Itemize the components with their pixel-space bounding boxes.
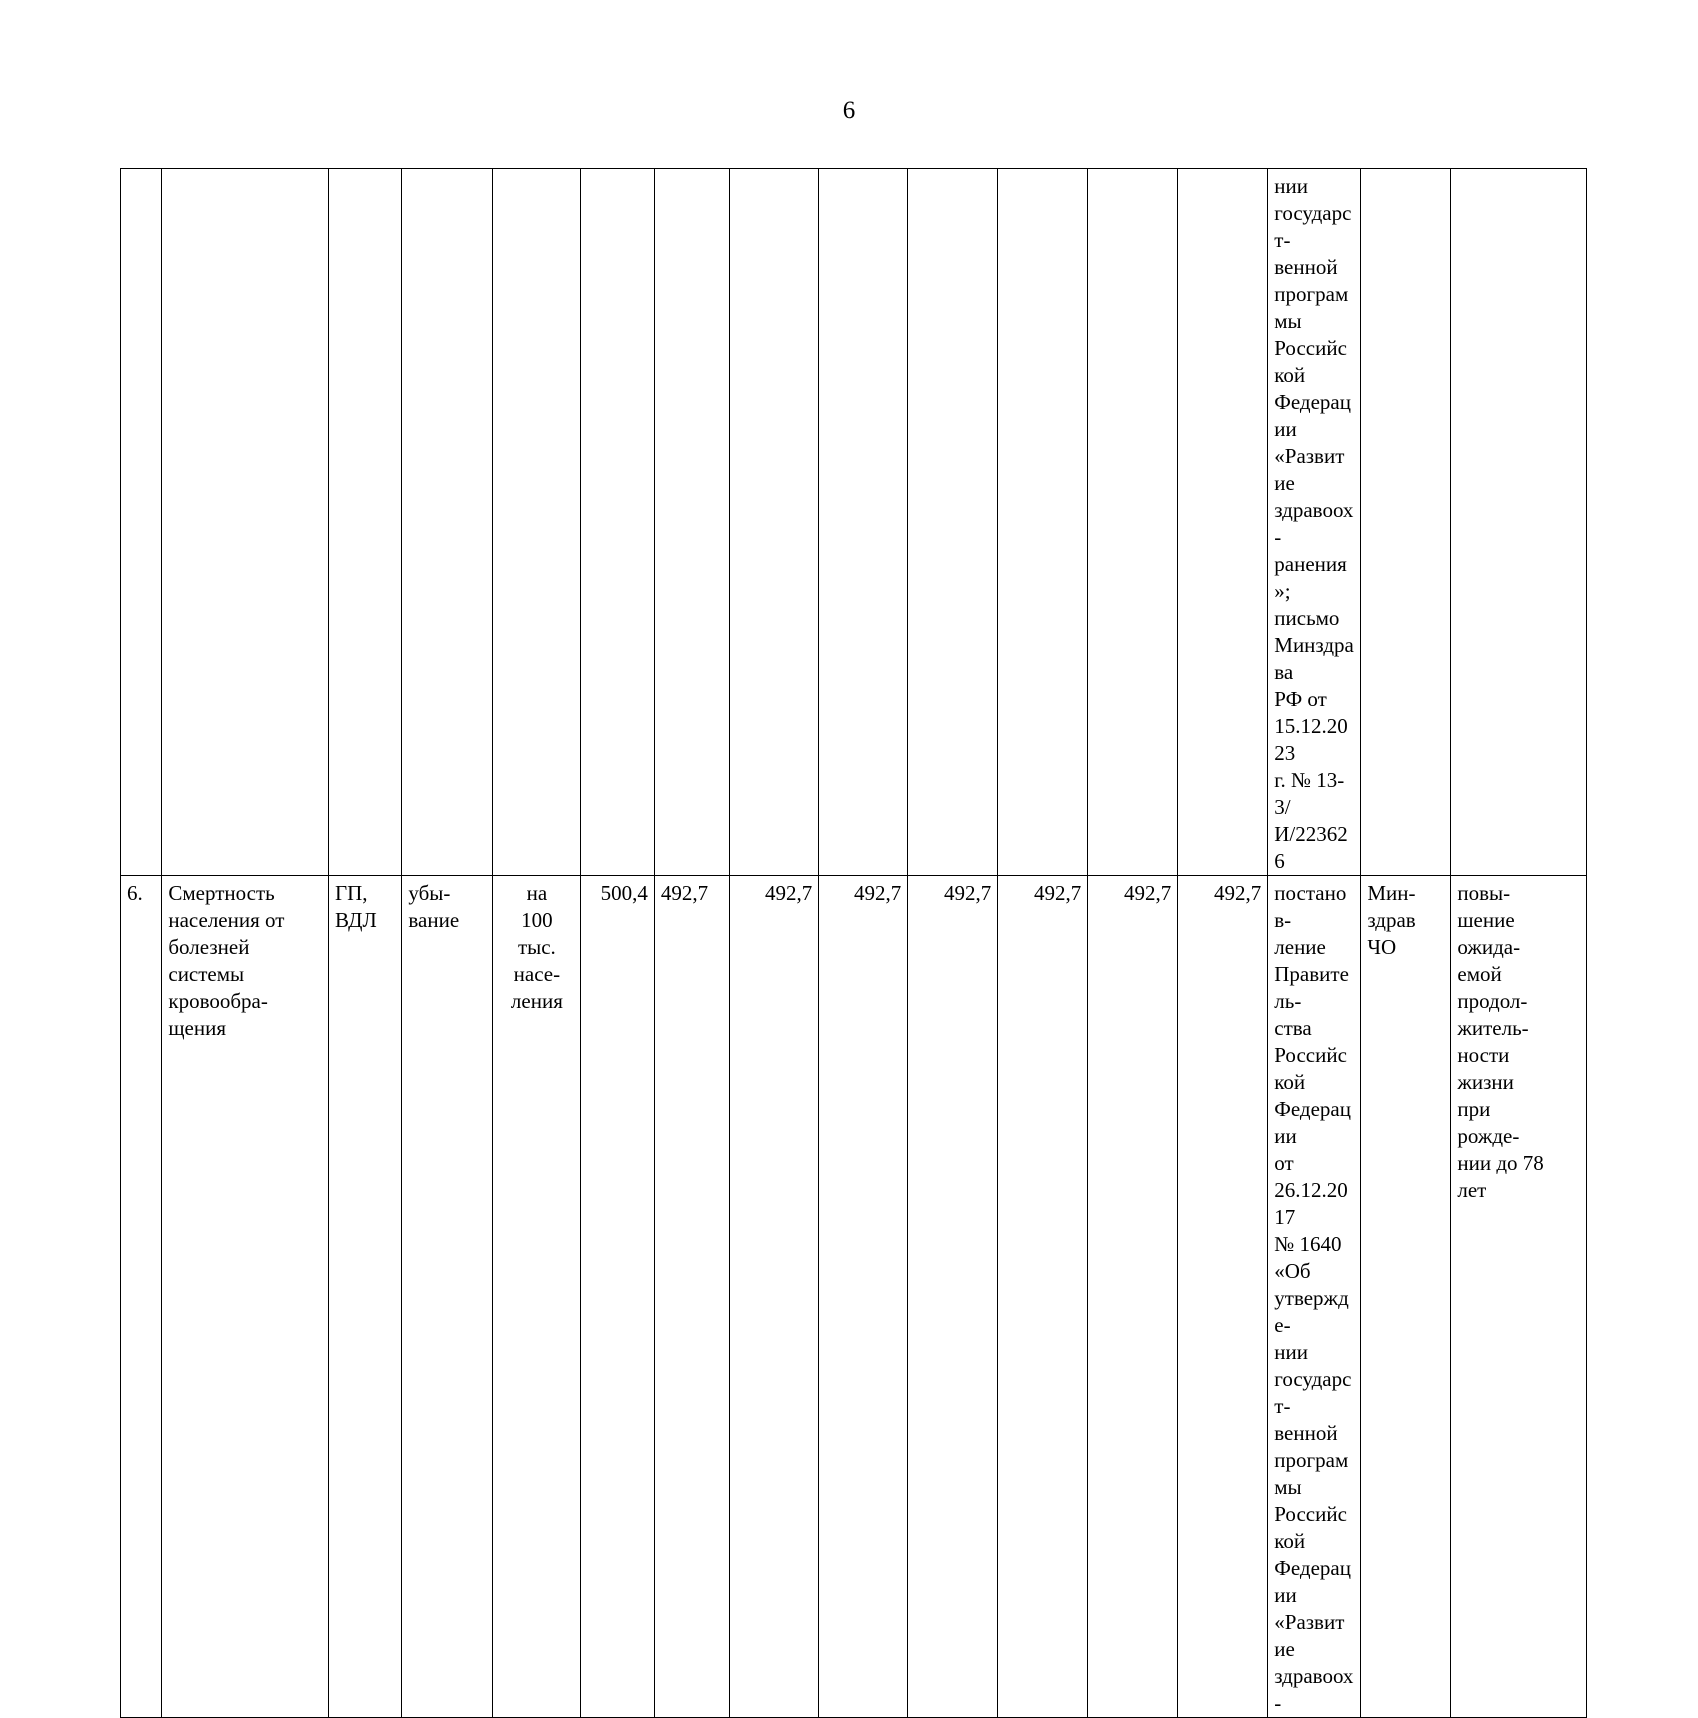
cell-value [998,169,1088,876]
cell-responsible: Мин- здрав ЧО [1361,876,1451,1718]
cell-value [908,169,998,876]
cell-value [819,169,908,876]
cell-value [730,169,819,876]
table-row-6 [121,876,1587,1718]
cell-responsible [1361,169,1451,876]
cell-number: 6. [121,876,162,1718]
cell-goal-link: повы- шение ожида- емой продол- житель- ности жизни при рожде- нии до 78 лет [1451,876,1587,1718]
indicators-table-wrapper [120,168,1587,1718]
cell-unit [493,169,581,876]
cell-value: 492,7 [908,876,998,1718]
cell-basis-document: нии государст- венной программы Российской Федерации «Развитие здравоох- ранения»; письмо Минздрава РФ от 15.12.2023 г. № 13- 3/И/223626 [1268,169,1361,876]
cell-indicator: Смертность населения от болезней системы кровообра- щения [162,876,329,1718]
table-row-continuation [121,169,1587,876]
cell-level [328,169,401,876]
cell-value: 492,7 [1178,876,1268,1718]
page-number: 6 [842,97,856,124]
cell-value: 492,7 [1088,876,1178,1718]
cell-value: 492,7 [819,876,908,1718]
cell-base-value: 500,4 [581,876,654,1718]
indicators-table [120,168,1587,1718]
cell-goal-link [1451,169,1587,876]
cell-value [1178,169,1268,876]
cell-value [654,169,730,876]
cell-value: 492,7 [654,876,730,1718]
cell-value [1088,169,1178,876]
cell-number [121,169,162,876]
cell-indicator [162,169,329,876]
cell-value: 492,7 [730,876,819,1718]
cell-unit: на 100 тыс. насе- ления [493,876,581,1718]
cell-direction [402,169,493,876]
cell-value: 492,7 [998,876,1088,1718]
cell-basis-document: постанов- ление Правитель- ства Российской Федерации от 26.12.2017 № 1640 «Об утвержде- нии государст- венной программы Российской Федерации «Развитие здравоох- [1268,876,1361,1718]
cell-level: ГП, ВДЛ [328,876,401,1718]
cell-base-value [581,169,654,876]
cell-direction: убы- вание [402,876,493,1718]
